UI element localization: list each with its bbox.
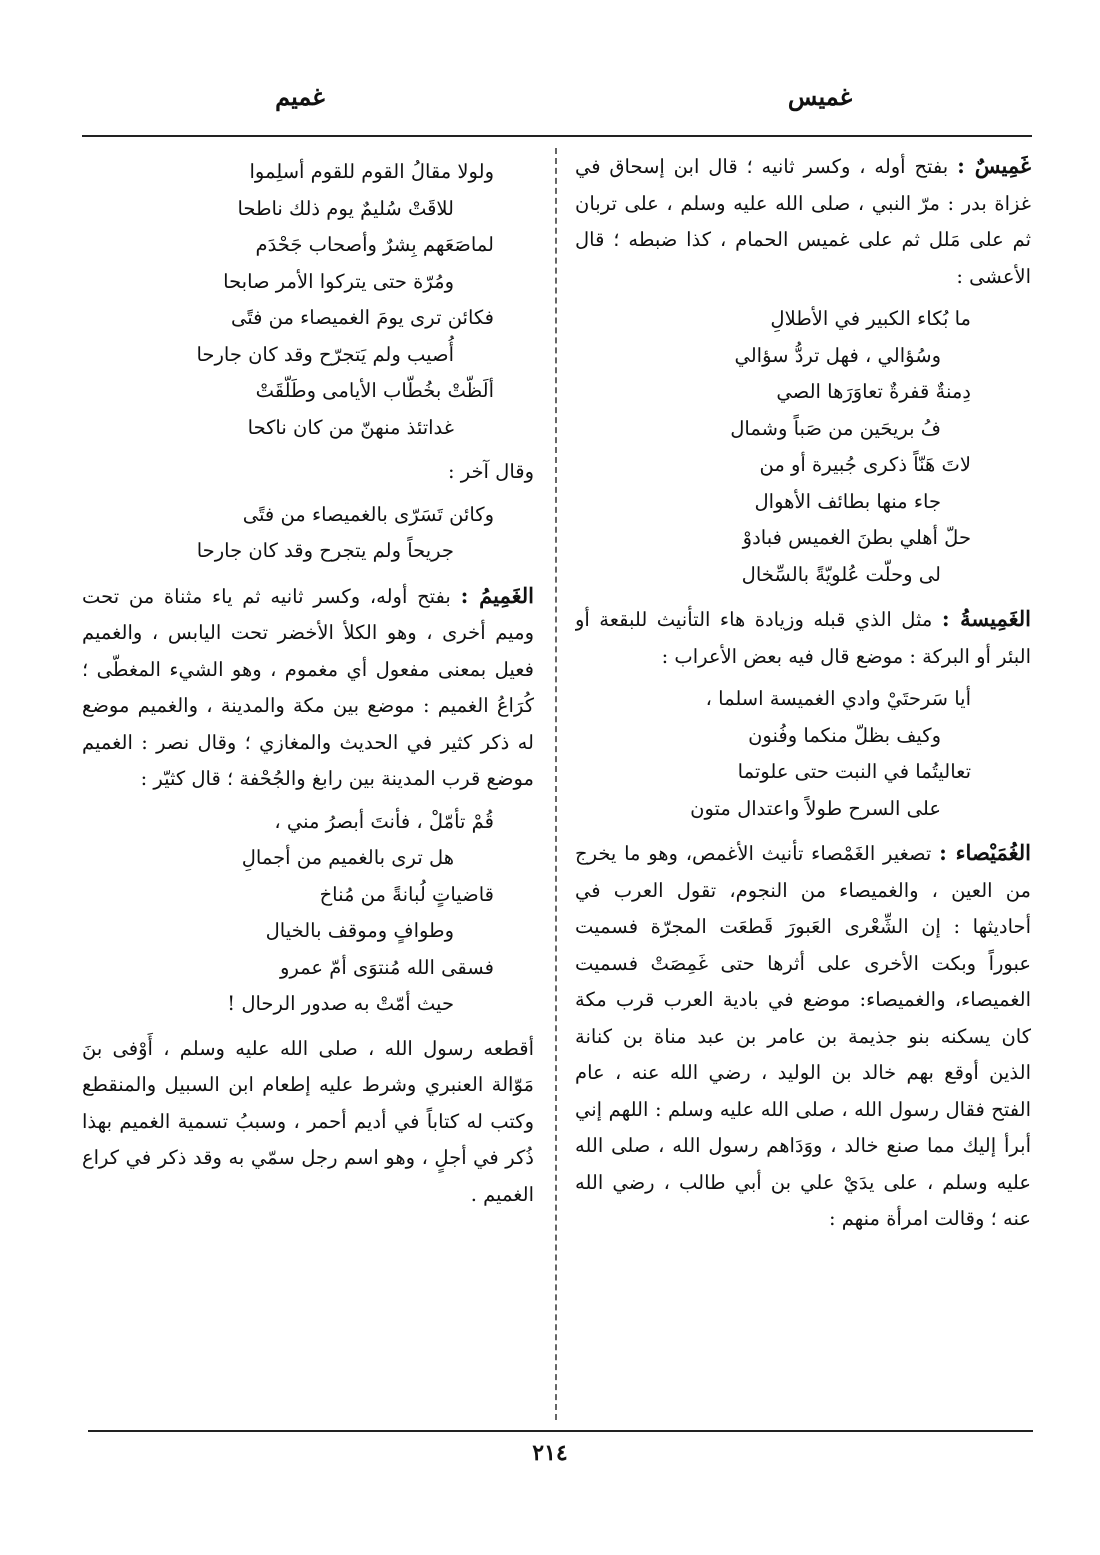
verse-line: حلّ أهلي بطنَ الغميس فبادوْ	[742, 526, 971, 549]
entry-ghamisa	[575, 601, 1031, 675]
headword: الغَمِيمُ :	[460, 582, 534, 608]
right-running-header: غميس	[787, 82, 853, 111]
verse-line: دِمنةٌ قفرةٌ تعاوَرَها الصي	[776, 380, 971, 403]
entry-ghamim	[82, 578, 534, 798]
poem-another	[82, 497, 534, 570]
verse-line: قُمْ تأمّلْ ، فأنتَ أبصرُ مني ،	[274, 809, 494, 833]
entry-ghumaysa	[575, 835, 1031, 1238]
verse-line: أيا سَرحتَيْ وادي الغميسة اسلما ،	[705, 687, 971, 710]
left-running-header: غميم	[275, 82, 325, 111]
left-column	[82, 148, 534, 1420]
verse-line: تعاليتُما في النبت حتى علوتما	[737, 760, 971, 783]
verse-line: ومُرّة حتى يتركوا الأمر صابحا	[223, 269, 454, 293]
verse-line: لماصَعَهم بِشرٌ وأصحاب جَحْدَم	[255, 233, 494, 256]
verse-line: حيث أمّتْ به صدور الرحال !	[227, 992, 454, 1015]
verse-line: أُصيب ولم يَتجرّح وقد كان جارحا	[196, 342, 454, 366]
bottom-rule	[88, 1430, 1033, 1432]
verse-line: لاتَ هَنّاً ذكرى جُبيرة أو من	[759, 453, 971, 476]
verse-line: جاء منها بطائف الأهوال	[754, 489, 941, 513]
headword: الغَمِيسةُ :	[941, 606, 1031, 631]
verse-line: وطوافٍ وموقف بالخيال	[265, 919, 454, 942]
verse-line: جريحاً ولم يتجرح وقد كان جارحا	[196, 539, 454, 562]
verse-line: ألَظّتْ بخُطّاب الأيامى وطَلّقَتْ	[255, 379, 494, 402]
verse-line: غداتئذ منهنّ من كان ناكحا	[247, 415, 454, 439]
column-divider	[555, 148, 557, 1420]
entry-text: مثل الذي قبله وزيادة هاء التأنيث للبقعة أو البئر أو البركة : موضع قال فيه بعض الأعراب :	[575, 608, 1031, 668]
poem-aasha	[575, 301, 1031, 593]
page-number: ٢١٤	[532, 1440, 568, 1466]
verse-line: ما بُكاء الكبير في الأطلالِ	[770, 307, 971, 330]
verse-line: فُ بريحَين من صَباً وشمال	[730, 416, 941, 440]
verse-line: على السرح طولاً واعتدال متون	[690, 796, 941, 820]
headword: غَمِيسٌ :	[957, 153, 1031, 178]
entry-ghamis	[575, 148, 1031, 295]
poem-kuthayyir	[82, 804, 534, 1023]
top-rule	[82, 135, 1032, 137]
verse-line: فسقى الله مُنتوَى أمّ عمرو	[279, 955, 494, 979]
verse-line: قاضياتٍ لُبانةً من مُناخ	[319, 882, 494, 906]
entry-text: بفتح أوله، وكسر ثانيه ثم ياء مثناة من تحت وميم أخرى ، وهو الكلأ الأخضر تحت اليابس ، والغميم فعيل بمعنى مفعول أي مغموم ، وهو الشيء المغطّى ؛ كُرَاعُ الغميم : موضع بين مكة والمدينة ، والغميم موضع له ذكر كثير في الحديث والمغازي ؛ وقال نصر : الغميم موضع قرب المدينة بين رابغ والجُحْفة ؛ قال كثيّر :	[82, 584, 534, 790]
verse-line: لى وحلّت عُلويّةً بالسِّخال	[741, 562, 941, 586]
said-another: وقال آخر :	[447, 460, 534, 483]
entry-text: تصغير الغَمْصاء تأنيث الأغمص، وهو ما يخرج من العين ، والغميصاء من النجوم، تقول العرب في أحاديثها : إن الشِّعْرى العَبورَ قَطعَت المجرّة فسميت عبوراً وبكت الأخرى على أثرها حتى غَمِصَتْ فسميت الغميصاء، والغميصاء: موضع في بادية العرب قرب مكة كان يسكنه بنو جذيمة بن عامر بن عبد مناة بن كنانة الذين أوقع بهم خالد بن الوليد ، رضي الله عنه ، عام الفتح فقال رسول الله ، صلى الله عليه وسلم : اللهم إني أبرأ إليك مما صنع خالد ، ووَدَاهم رسول الله ، صلى الله عليه وسلم ، على يدَيْ علي بن أبي طالب ، رضي الله عنه ؛ وقالت امرأة منهم :	[575, 842, 1031, 1230]
verse-line: للاقَتْ سُليمٌ يوم ذلك ناطحا	[237, 196, 454, 220]
verse-line: وكيف بظلّ منكما وفُنون	[748, 723, 941, 747]
verse-line: فكائن ترى يومَ الغميصاء من فتًى	[230, 306, 494, 329]
poem-arab	[575, 681, 1031, 827]
closing-paragraph: أقطعه رسول الله ، صلى الله عليه وسلم ، أَوْفى بنَ مَوّالة العنبري وشرط عليه إطعام ابن السبيل والمنقطع وكتب له كتاباً في أديم أحمر ، وسببُ تسمية الغميم بهذا ذُكر في أجلٍ ، وهو اسم رجل سمّي به وقد ذكر في كراع الغميم .	[82, 1036, 534, 1206]
verse-line: وكائن تَسَرّى بالغميصاء من فتًى	[242, 502, 494, 526]
headword: الغُمَيْصاء :	[939, 840, 1031, 865]
verse-line: ولولا مقالُ القوم للقوم أسلِموا	[249, 160, 494, 183]
right-column	[575, 148, 1031, 1420]
verse-line: وسُؤالي ، فهل تردُّ سؤالي	[734, 343, 941, 367]
entry-text: بفتح أوله ، وكسر ثانيه ؛ قال ابن إسحاق في غزاة بدر : مرّ النبي ، صلى الله عليه وسلم ، على تربان ثم على مَلل ثم على غميس الحمام ، كذا ضبطه ؛ قال الأعشى :	[575, 155, 1031, 288]
poem-woman	[82, 154, 534, 446]
verse-line: هل ترى بالغميم من أجمالِ	[241, 846, 454, 869]
